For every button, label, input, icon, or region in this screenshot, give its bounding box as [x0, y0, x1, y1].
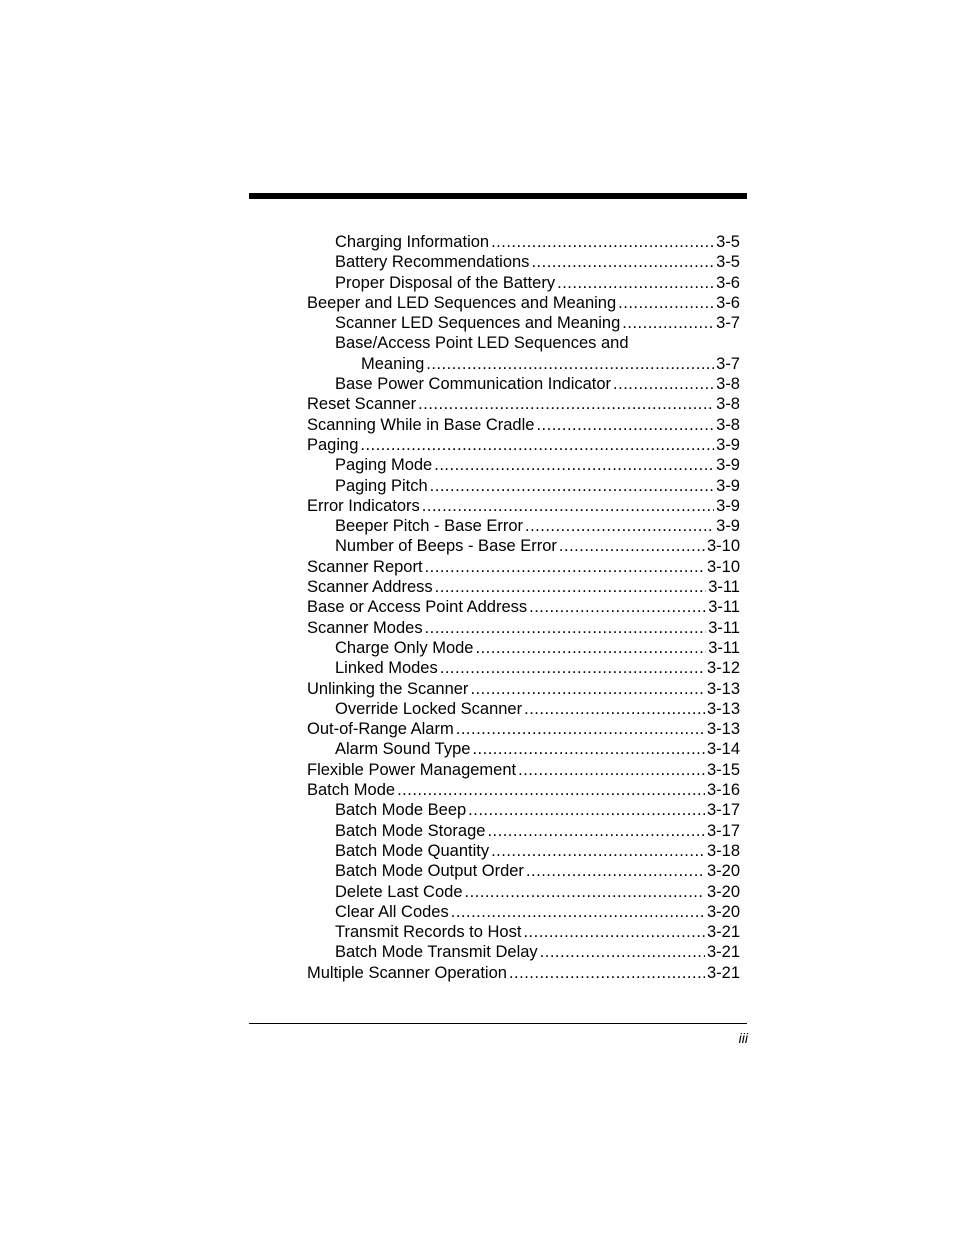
toc-entry-title: Batch Mode Transmit Delay [335, 943, 538, 962]
toc-entry[interactable] [307, 577, 740, 597]
toc-entry[interactable] [307, 963, 740, 983]
dot-leader [470, 679, 705, 699]
toc-entry-title: Base or Access Point Address [307, 598, 528, 617]
toc-entry-title: Override Locked Scanner [335, 699, 523, 718]
toc-entry[interactable] [307, 638, 740, 658]
toc-entry-page: 3-5 [716, 253, 740, 272]
toc-entry[interactable] [307, 922, 740, 942]
dot-leader [525, 516, 714, 536]
toc-entry-title: Scanner Address [307, 578, 433, 597]
toc-entry[interactable] [307, 252, 740, 272]
toc-entry-page: 3-21 [706, 943, 740, 962]
toc-entry-title: Unlinking the Scanner [307, 679, 469, 698]
toc-entry-page: 3-6 [716, 293, 740, 312]
toc-entry[interactable] [307, 658, 740, 678]
dot-leader [422, 496, 714, 516]
dot-leader [529, 597, 706, 617]
toc-entry-title: Flexible Power Management [307, 760, 517, 779]
toc-entry[interactable] [307, 273, 740, 293]
toc-entry-page: 3-14 [706, 740, 740, 759]
toc-entry-title: Number of Beeps - Base Error [335, 537, 557, 556]
toc-entry-page: 3-10 [706, 557, 740, 576]
dot-leader [509, 963, 705, 983]
dot-leader [440, 658, 705, 678]
dot-leader [468, 800, 705, 820]
toc-entry-title: Delete Last Code [335, 882, 463, 901]
toc-entry[interactable] [307, 699, 740, 719]
toc-entry-title: Out-of-Range Alarm [307, 720, 454, 739]
toc-entry-page: 3-7 [716, 314, 740, 333]
toc-entry-page: 3-11 [708, 618, 740, 637]
toc-entry-page: 3-11 [708, 598, 740, 617]
table-of-contents [307, 232, 740, 983]
toc-entry-title: Batch Mode Beep [335, 801, 467, 820]
toc-entry[interactable] [307, 719, 740, 739]
toc-entry-page: 3-21 [706, 923, 740, 942]
toc-entry-page: 3-5 [716, 233, 740, 251]
toc-entry[interactable] [307, 821, 740, 841]
toc-entry[interactable] [307, 496, 740, 516]
toc-entry-page: 3-6 [716, 273, 740, 292]
toc-entry[interactable] [307, 536, 740, 556]
toc-entry-page: 3-11 [708, 638, 740, 657]
toc-entry[interactable] [307, 902, 740, 922]
dot-leader [435, 577, 707, 597]
toc-entry-title: Scanner Report [307, 557, 423, 576]
dot-leader [526, 861, 705, 881]
toc-entry-page: 3-9 [716, 517, 740, 536]
dot-leader [557, 273, 714, 293]
dot-leader [491, 232, 714, 252]
dot-leader [430, 476, 714, 496]
dot-leader [425, 557, 705, 577]
toc-entry-page: 3-13 [706, 679, 740, 698]
toc-entry[interactable] [307, 800, 740, 820]
dot-leader [425, 618, 707, 638]
toc-entry-title: Paging Pitch [335, 476, 428, 495]
toc-entry-page: 3-8 [716, 415, 740, 434]
dot-leader [559, 536, 705, 556]
toc-entry[interactable] [307, 415, 740, 435]
dot-leader [426, 354, 714, 374]
toc-entry-page: 3-10 [706, 537, 740, 556]
toc-entry-title: Batch Mode Storage [335, 821, 486, 840]
toc-entry-page: 3-20 [706, 902, 740, 921]
dot-leader [618, 293, 714, 313]
dot-leader [434, 455, 714, 475]
toc-entry-title: Linked Modes [335, 659, 438, 678]
toc-entry[interactable] [307, 882, 740, 902]
toc-entry-title: Transmit Records to Host [335, 923, 522, 942]
toc-entry-title: Meaning [361, 354, 425, 373]
toc-entry-page: 3-18 [706, 841, 740, 860]
toc-entry-page: 3-21 [706, 963, 740, 982]
dot-leader [397, 780, 705, 800]
toc-entry-title: Scanner LED Sequences and Meaning [335, 314, 621, 333]
toc-entry-page: 3-13 [706, 720, 740, 739]
toc-entry-page: 3-8 [716, 395, 740, 414]
toc-entry-page: 3-7 [716, 354, 740, 373]
dot-leader [465, 882, 705, 902]
toc-entry[interactable] [307, 760, 740, 780]
toc-entry-page: 3-20 [706, 862, 740, 881]
toc-entry-page: 3-11 [708, 578, 740, 597]
toc-entry-title: Paging [307, 435, 359, 454]
dot-leader [451, 902, 705, 922]
toc-entry-title: Beeper and LED Sequences and Meaning [307, 293, 617, 312]
dot-leader [476, 638, 707, 658]
toc-entry-page: 3-20 [706, 882, 740, 901]
toc-entry-title: Reset Scanner [307, 395, 417, 414]
dot-leader [472, 739, 705, 759]
dot-leader [536, 415, 714, 435]
page-number: iii [738, 1030, 748, 1046]
toc-entry-page: 3-9 [716, 456, 740, 475]
dot-leader [487, 821, 705, 841]
toc-entry-title: Scanner Modes [307, 618, 423, 637]
toc-entry-page: 3-9 [716, 496, 740, 515]
toc-entry-page: 3-13 [706, 699, 740, 718]
toc-entry[interactable] [307, 293, 740, 313]
dot-leader [456, 719, 705, 739]
toc-entry-title: Charging Information [335, 233, 490, 251]
toc-entry-title: Charge Only Mode [335, 638, 474, 657]
toc-entry-title: Batch Mode Quantity [335, 841, 490, 860]
toc-entry-page: 3-8 [716, 375, 740, 394]
toc-entry-title: Scanning While in Base Cradle [307, 415, 535, 434]
dot-leader [524, 699, 705, 719]
toc-entry[interactable] [307, 455, 740, 475]
dot-leader [531, 252, 714, 272]
toc-entry[interactable] [307, 354, 740, 374]
toc-entry[interactable] [307, 476, 740, 496]
toc-entry-page: 3-9 [716, 476, 740, 495]
toc-entry[interactable] [307, 618, 740, 638]
toc-entry[interactable] [307, 597, 740, 617]
dot-leader [523, 922, 705, 942]
top-rule [249, 193, 747, 199]
dot-leader [613, 374, 714, 394]
toc-entry-page: 3-15 [706, 760, 740, 779]
toc-entry[interactable] [307, 333, 740, 353]
toc-entry-title: Multiple Scanner Operation [307, 963, 507, 982]
toc-entry-title: Error Indicators [307, 496, 420, 515]
dot-leader [360, 435, 714, 455]
toc-entry[interactable] [307, 374, 740, 394]
toc-entry[interactable] [307, 232, 740, 252]
dot-leader [518, 760, 705, 780]
bottom-rule [249, 1023, 747, 1024]
toc-entry-title: Batch Mode Output Order [335, 862, 524, 881]
toc-entry-page: 3-9 [716, 435, 740, 454]
dot-leader [622, 313, 714, 333]
toc-entry-title: Beeper Pitch - Base Error [335, 517, 523, 536]
toc-entry-title: Clear All Codes [335, 902, 449, 921]
toc-entry[interactable] [307, 942, 740, 962]
toc-entry[interactable] [307, 861, 740, 881]
toc-entry[interactable] [307, 739, 740, 759]
toc-entry-title: Base Power Communication Indicator [335, 375, 612, 394]
toc-entry-title: Paging Mode [335, 456, 433, 475]
toc-entry[interactable] [307, 394, 740, 414]
toc-entry-page: 3-17 [706, 821, 740, 840]
toc-entry[interactable] [307, 516, 740, 536]
toc-entry[interactable] [307, 679, 740, 699]
toc-entry-page: 3-12 [706, 659, 740, 678]
toc-entry-title: Base/Access Point LED Sequences and [335, 334, 629, 353]
dot-leader [540, 942, 705, 962]
toc-entry[interactable] [307, 841, 740, 861]
toc-entry-page: 3-16 [706, 781, 740, 800]
toc-entry[interactable] [307, 557, 740, 577]
toc-entry-title: Alarm Sound Type [335, 740, 471, 759]
toc-entry-title: Proper Disposal of the Battery [335, 273, 556, 292]
toc-entry[interactable] [307, 435, 740, 455]
toc-entry[interactable] [307, 313, 740, 333]
toc-entry[interactable] [307, 780, 740, 800]
toc-entry-title: Battery Recommendations [335, 253, 530, 272]
toc-entry-page: 3-17 [706, 801, 740, 820]
dot-leader [418, 394, 714, 414]
toc-entry-title: Batch Mode [307, 781, 396, 800]
dot-leader [491, 841, 705, 861]
